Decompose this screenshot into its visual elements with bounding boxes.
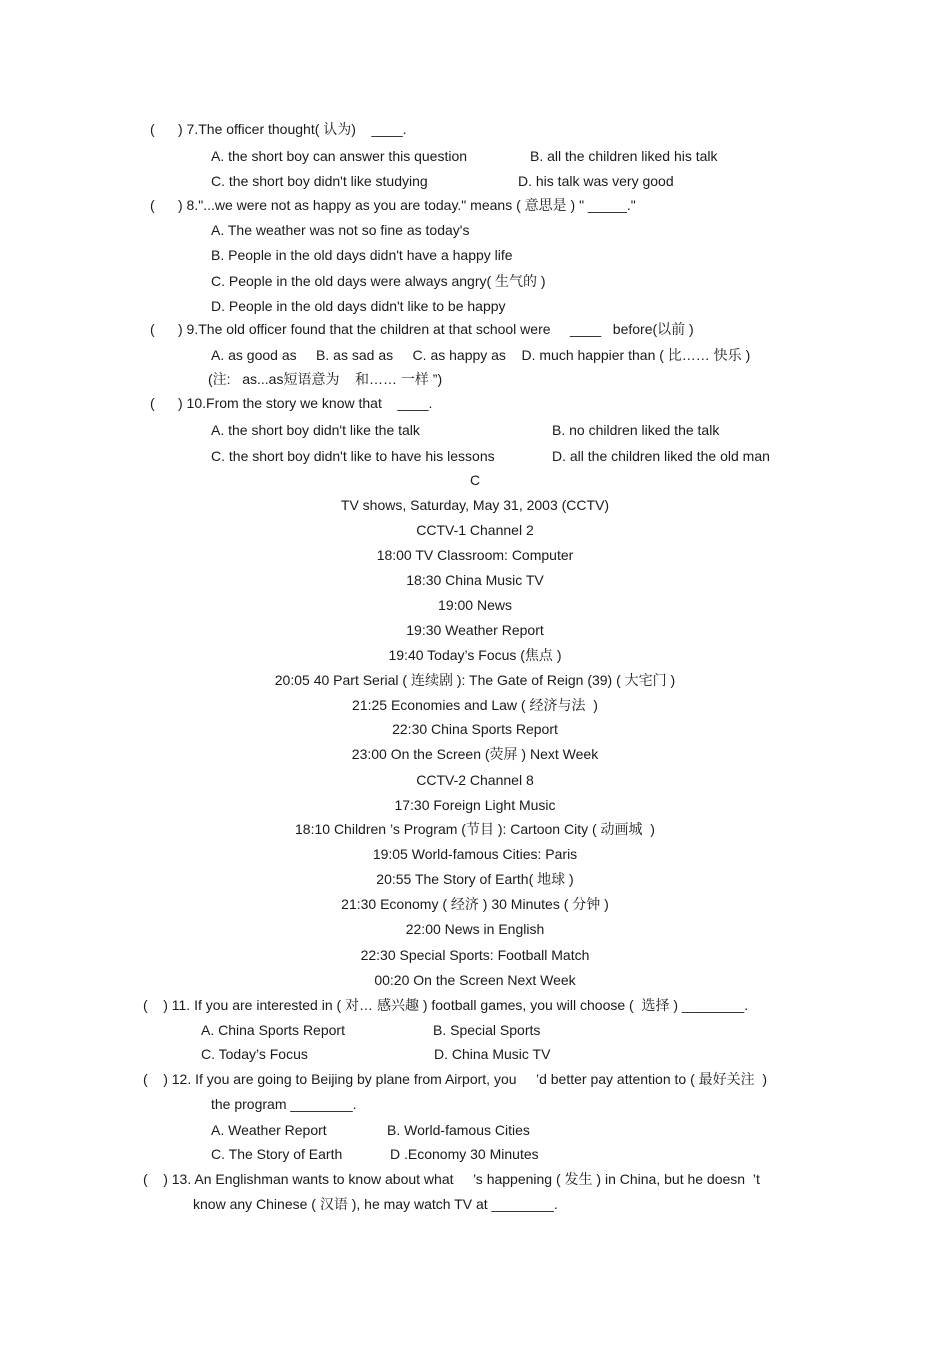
program-item: 19:00 News bbox=[438, 597, 512, 613]
q13-stem: ( ) 13. An Englishman wants to know about what ’s happening ( 发生 ) in China, but he doesn ’t bbox=[143, 1171, 760, 1187]
program-item: 23:00 On the Screen (荧屏 ) Next Week bbox=[351, 746, 599, 762]
q8-option-a: A. The weather was not so fine as today's bbox=[211, 222, 470, 238]
q12-option-a: A. Weather Report bbox=[211, 1122, 327, 1138]
q12-option-d: D .Economy 30 Minutes bbox=[390, 1146, 539, 1162]
program-item: 19:30 Weather Report bbox=[406, 622, 544, 638]
program-item: 18:10 Children ’s Program (节目 ): Cartoon City ( 动画城 ) bbox=[295, 821, 655, 837]
program-item: 22:30 China Sports Report bbox=[392, 721, 558, 737]
q7-option-d: D. his talk was very good bbox=[518, 173, 674, 189]
q7-option-c: C. the short boy didn't like studying bbox=[211, 173, 428, 189]
program-item: 18:30 China Music TV bbox=[406, 572, 544, 588]
program-item: 20:05 40 Part Serial ( 连续剧 ): The Gate of Reign (39) ( 大宅门 ) bbox=[274, 672, 676, 688]
q8-option-b: B. People in the old days didn't have a happy life bbox=[211, 247, 513, 263]
program-item: 20:55 The Story of Earth( 地球 ) bbox=[376, 871, 574, 887]
program-item: 19:05 World-famous Cities: Paris bbox=[372, 846, 578, 862]
q13-stem-continued: know any Chinese ( 汉语 ), he may watch TV at ________. bbox=[193, 1196, 558, 1212]
program-item: 17:30 Foreign Light Music bbox=[394, 797, 556, 813]
program-item: 00:20 On the Screen Next Week bbox=[374, 972, 576, 988]
q11-option-b: B. Special Sports bbox=[433, 1022, 541, 1038]
q11-option-a: A. China Sports Report bbox=[201, 1022, 345, 1038]
q12-stem: ( ) 12. If you are going to Beijing by plane from Airport, you ’d better pay attention to ( 最好关注 ) bbox=[143, 1071, 768, 1087]
program-item: 22:30 Special Sports: Football Match bbox=[360, 947, 590, 963]
program-item: 21:30 Economy ( 经济 ) 30 Minutes ( 分钟 ) bbox=[341, 896, 609, 912]
q10-option-d: D. all the children liked the old man bbox=[552, 448, 770, 464]
tv-listing-title: TV shows, Saturday, May 31, 2003 (CCTV) bbox=[340, 497, 610, 513]
q10-stem: ( ) 10.From the story we know that ____. bbox=[150, 395, 433, 411]
q7-option-a: A. the short boy can answer this question bbox=[211, 148, 468, 164]
q10-option-b: B. no children liked the talk bbox=[552, 422, 720, 438]
program-item: 19:40 Today’s Focus (焦点 ) bbox=[388, 647, 562, 663]
program-item: 18:00 TV Classroom: Computer bbox=[376, 547, 574, 563]
q9-options: A. as good as B. as sad as C. as happy as D. much happier than ( 比…… 快乐 ) bbox=[211, 347, 751, 363]
q8-option-c: C. People in the old days were always angry( 生气的 ) bbox=[211, 273, 546, 289]
q11-option-d: D. China Music TV bbox=[434, 1046, 551, 1062]
program-item: 22:00 News in English bbox=[405, 921, 545, 937]
q7-stem: ( ) 7.The officer thought( 认为) ____. bbox=[150, 121, 407, 137]
q10-option-c: C. the short boy didn't like to have his lessons bbox=[211, 448, 495, 464]
q11-option-c: C. Today’s Focus bbox=[201, 1046, 308, 1062]
q10-option-a: A. the short boy didn't like the talk bbox=[211, 422, 420, 438]
q12-option-c: C. The Story of Earth bbox=[211, 1146, 343, 1162]
q12-stem-continued: the program ________. bbox=[211, 1096, 357, 1112]
q12-option-b: B. World-famous Cities bbox=[387, 1122, 530, 1138]
section-c-label: C bbox=[469, 472, 481, 488]
cctv2-header: CCTV-2 Channel 8 bbox=[416, 772, 534, 788]
q11-stem: ( ) 11. If you are interested in ( 对… 感兴趣 ) football games, you will choose ( 选择 ) ________. bbox=[143, 997, 749, 1013]
program-item: 21:25 Economies and Law ( 经济与法 ) bbox=[352, 697, 598, 713]
q8-option-d: D. People in the old days didn't like to be happy bbox=[211, 298, 506, 314]
q8-stem: ( ) 8."...we were not as happy as you are today." means ( 意思是 ) " _____." bbox=[150, 197, 636, 213]
q9-note: (注: as...as短语意为 和…… 一样 ”) bbox=[208, 371, 443, 387]
cctv1-header: CCTV-1 Channel 2 bbox=[416, 522, 534, 538]
q7-option-b: B. all the children liked his talk bbox=[530, 148, 718, 164]
q9-stem: ( ) 9.The old officer found that the children at that school were ____ before(以前 ) bbox=[150, 321, 694, 337]
